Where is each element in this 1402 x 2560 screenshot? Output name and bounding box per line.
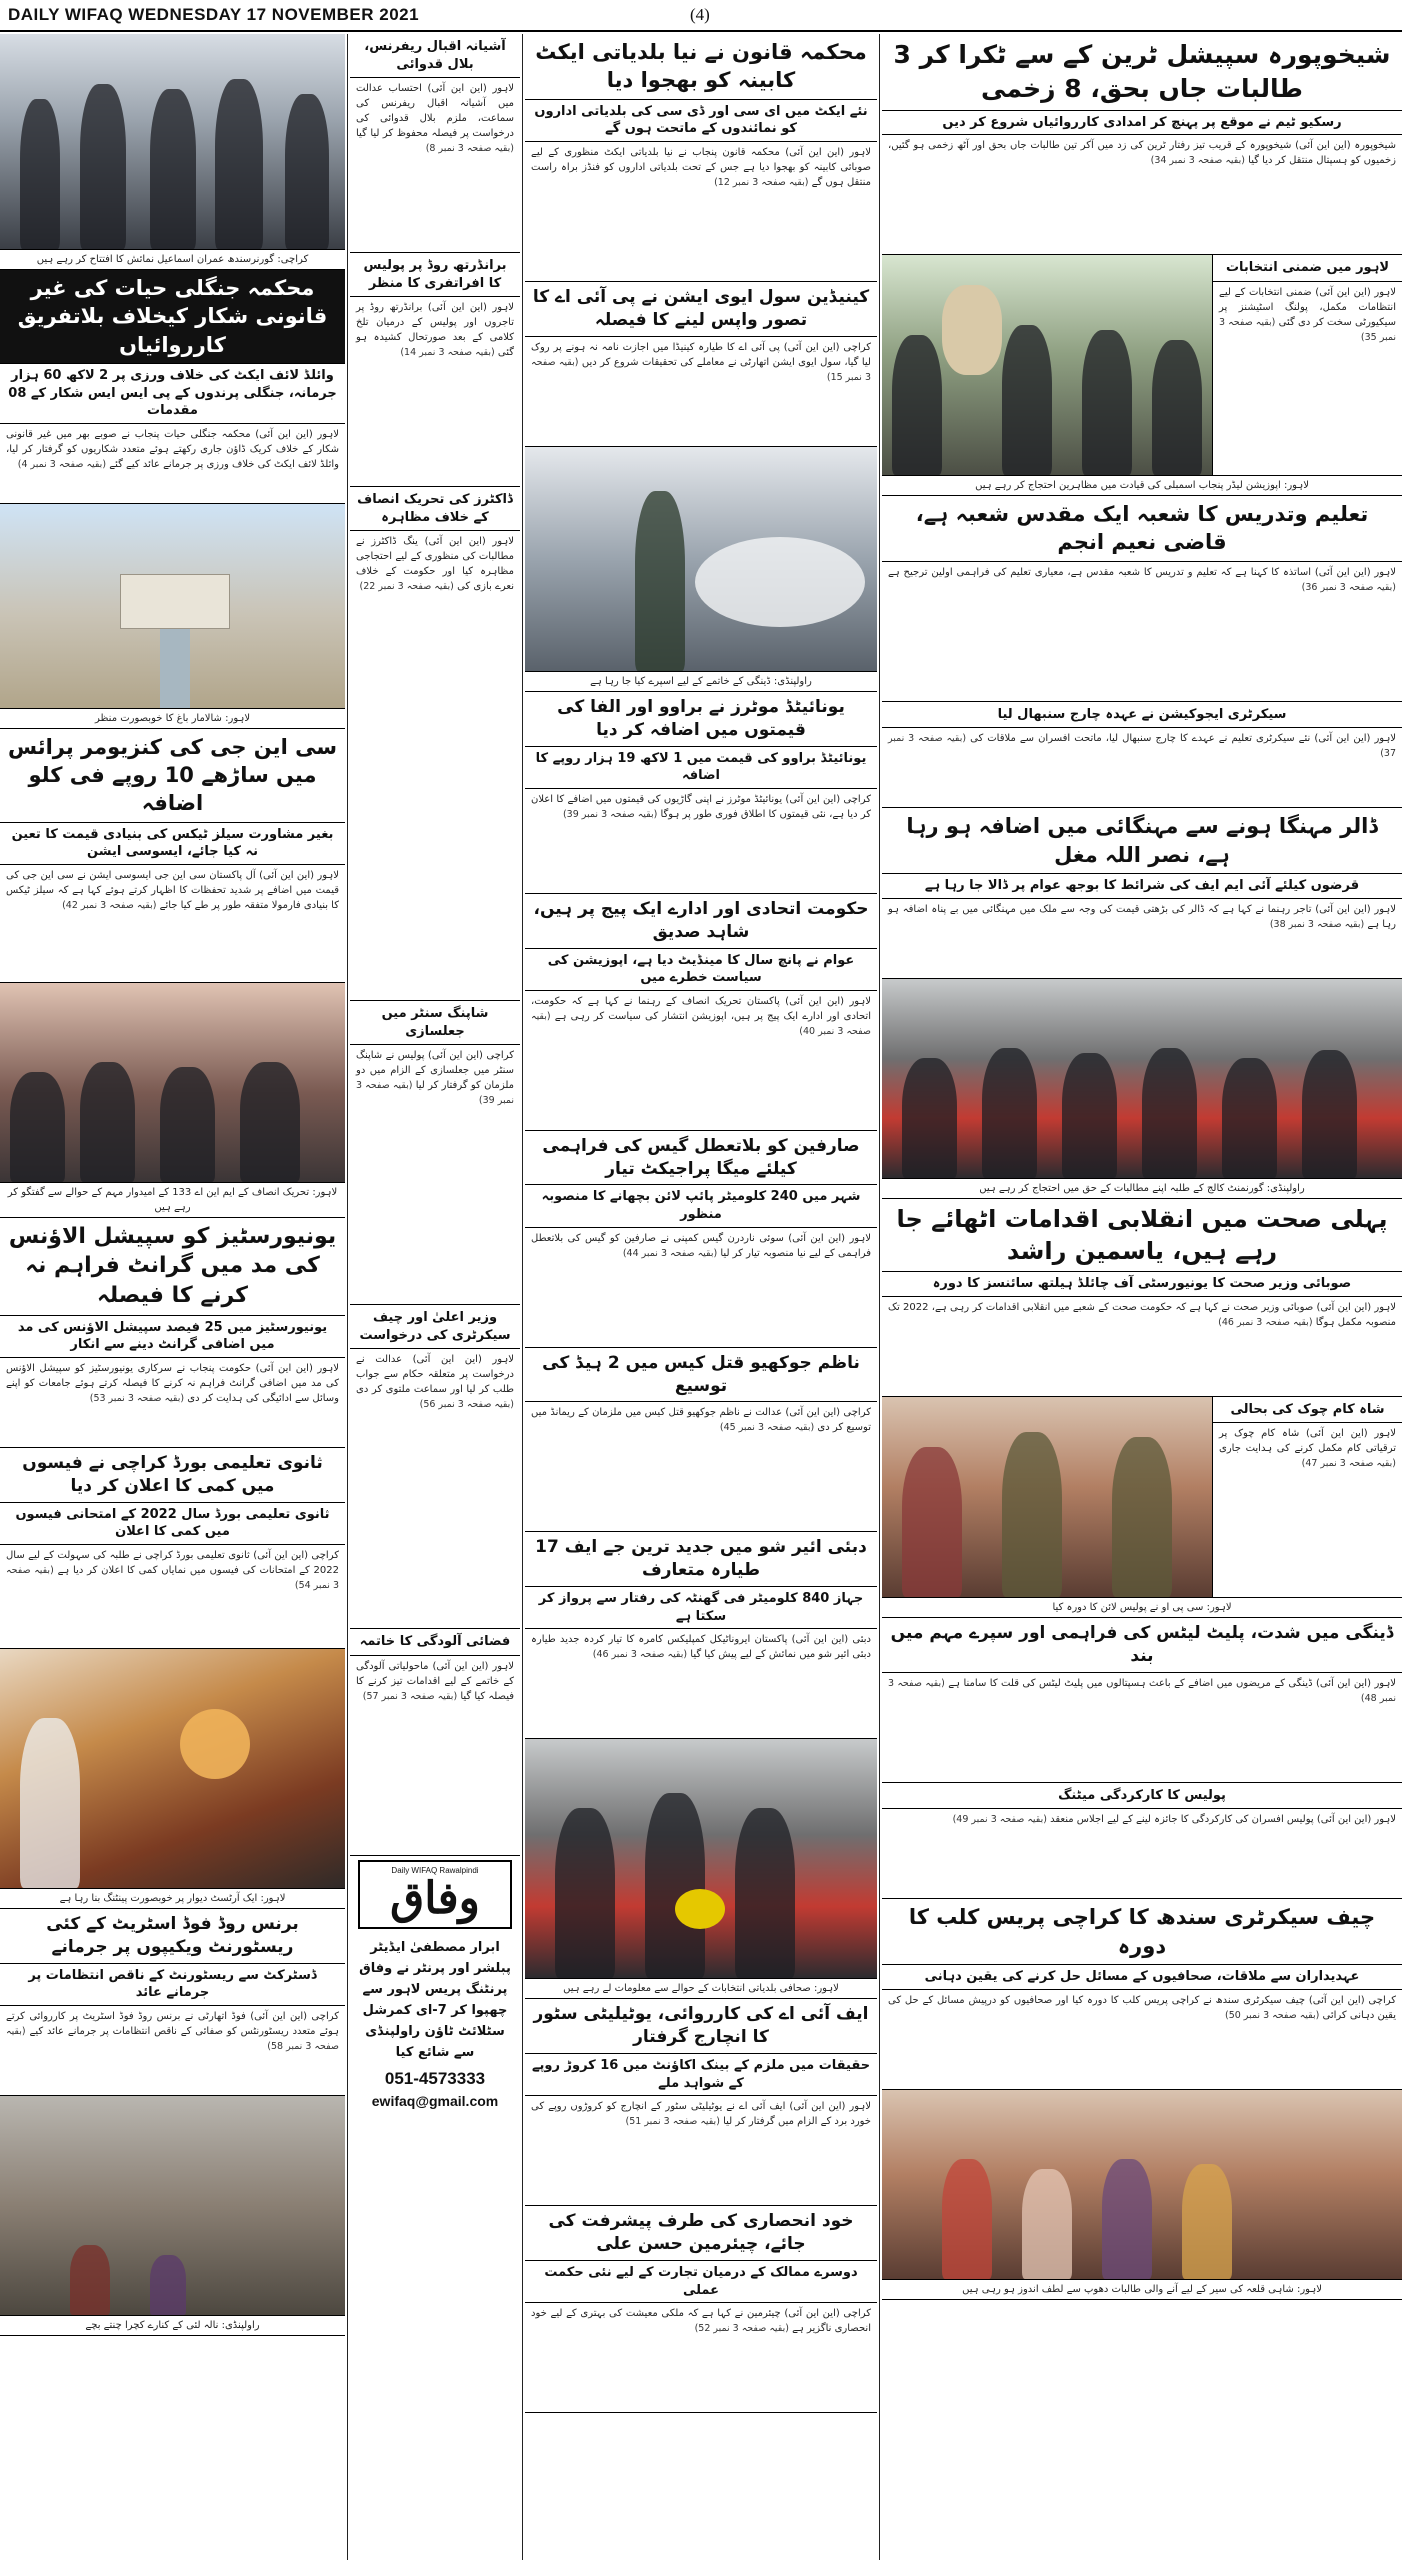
subheadline: رسکیو ٹیم نے موقع پر پہنچ کر امدادی کارروائیاں شروع کر دیں [882, 111, 1402, 136]
photo-caption: راولپنڈی: نالہ لئی کے کنارے کچرا چنتے بچے [0, 2316, 345, 2336]
article-body: لاہور (این این آئی) محکمہ قانون پنجاب نے نیا بلدیاتی ایکٹ منظوری کے لیے صوبائی کابینہ کو بھجوا دیا ہے جس کے تحت بلدیاتی اداروں کو فنڈز براہ راست منتقل ہوں گے (بقیہ صفحہ 3 نمبر 12) [525, 142, 877, 282]
photo-police-visit [882, 1397, 1212, 1597]
photo-students-fort [882, 2090, 1402, 2280]
headline: ناظم جوکھیو قتل کیس میں 2 ہیڈ کی توسیع [525, 1348, 877, 1403]
headline: ڈاکٹرز کی تحریک انصاف کے خلاف مظاہرہ [350, 487, 520, 531]
article-body: لاہور (این این آئی) صوبائی وزیر صحت نے کہا ہے کہ حکومت صحت کے شعبے میں انقلابی اقدامات کر رہی ہے، 2022 تک منصوبہ مکمل ہوگا (بقیہ صفحہ 3 نمبر 46) [882, 1297, 1402, 1397]
headline: پہلی صحت میں انقلابی اقدامات اٹھائے جا رہے ہیں، یاسمین راشد [882, 1199, 1402, 1273]
column-2 [350, 34, 520, 2560]
headline: ڈالر مہنگا ہونے سے مہنگائی میں اضافہ ہو رہا ہے، نصر اللہ مغل [882, 808, 1402, 874]
subheadline: عہدیداران سے ملاقات، صحافیوں کے مسائل حل کرنے کی یقین دہانی [882, 1965, 1402, 1990]
contact-phone: 051-4573333 [384, 2069, 486, 2089]
subheadline: ڈسٹرکٹ سے ریسٹورنٹ کے ناقص انتظامات پر جرمانے عائد [0, 1964, 345, 2006]
lead-headline: شیخوپورہ سپیشل ٹرین کے سے ٹکرا کر 3 طالبات جاں بحق، 8 زخمی [882, 34, 1402, 111]
photo-press-briefing [525, 1739, 877, 1979]
article-body: کراچی (این این آئی) چیئرمین نے کہا ہے کہ ملکی معیشت کی بہتری کے لیے خود انحصاری ناگزیر ہے (بقیہ صفحہ 3 نمبر 52) [525, 2303, 877, 2413]
subheadline: عوام نے پانچ سال کا مینڈیٹ دیا ہے، اپوزیشن کی سیاست خطرے میں [525, 949, 877, 991]
headline: دبئی ائیر شو میں جدید ترین جے ایف 17 طیارہ متعارف [525, 1532, 877, 1587]
masthead-bar [0, 0, 1402, 32]
headline: برنس روڈ فوڈ اسٹریٹ کے کئی ریسٹورنٹ ویکیپوں پر جرمانے [0, 1909, 345, 1964]
headline: تعلیم وتدریس کا شعبہ ایک مقدس شعبہ ہے، قاضی نعیم انجم [882, 496, 1402, 562]
contact-email[interactable]: ewifaq@gmail.com [371, 2093, 499, 2110]
article-body: لاہور (این این آئی) تاجر رہنما نے کہا ہے کہ ڈالر کی بڑھتی قیمت کی وجہ سے ملک میں مہنگائی میں بے پناہ اضافہ ہو رہا ہے (بقیہ صفحہ 3 نمبر 38) [882, 899, 1402, 979]
article-body: لاہور (این این آئی) حکومت پنجاب نے سرکاری یونیورسٹیز کو سپیشل الاؤنس کی مد میں اضافی گرانٹ فراہم نہ کرنے کا فیصلہ کرتے ہوئے جامعات کو اپنے وسائل سے ادائیگی کی ہدایت کر دی (بقیہ صفحہ 3 نمبر 53) [0, 1358, 345, 1448]
article-body: کراچی (این این آئی) عدالت نے ناظم جوکھیو قتل کیس میں ملزمان کے ریمانڈ میں توسیع کر دی (بقیہ صفحہ 3 نمبر 45) [525, 1402, 877, 1532]
photo-caption: کراچی: گورنرسندھ عمران اسماعیل نمائش کا افتتاح کر رہے ہیں [0, 250, 345, 270]
article-body: لاہور (این این آئی) ماحولیاتی آلودگی کے خاتمے کے لیے اقدامات تیز کرنے کا فیصلہ کیا گیا (بقیہ صفحہ 3 نمبر 57) [350, 1656, 520, 1856]
headline: سیکرٹری ایجوکیشن نے عہدہ چارج سنبھال لیا [882, 702, 1402, 729]
newspaper-logo [358, 1860, 512, 1929]
subheadline: صوبائی وزیر صحت کا یونیورسٹی آف چائلڈ ہیلتھ سائنسز کا دورہ [882, 1272, 1402, 1297]
article-body: شیخوپورہ (این این آئی) شیخوپورہ کے قریب تیز رفتار ٹرین کی زد میں آکر تین طالبات جاں بحق اور آٹھ زخمی ہو گئیں، زخمیوں کو ہسپتال منتقل کر دیا گیا (بقیہ صفحہ 3 نمبر 34) [882, 135, 1402, 255]
photo-caption: راولپنڈی: ڈینگی کے خاتمے کے لیے اسپرے کیا جا رہا ہے [525, 672, 877, 692]
photo-caption: راولپنڈی: گورنمنٹ کالج کے طلبہ اپنے مطالبات کے حق میں احتجاج کر رہے ہیں [882, 1179, 1402, 1199]
subheadline: قرضوں کیلئے آئی ایم ایف کی شرائط کا بوجھ عوام پر ڈالا جا رہا ہے [882, 874, 1402, 899]
photo-dengue-spray [525, 447, 877, 672]
photo-group [882, 255, 1212, 475]
subheadline: وائلڈ لائف ایکٹ کی خلاف ورزی پر 2 لاکھ 60 ہزار جرمانہ، جنگلی پرندوں کے پی ایس ایس شکار کے 08 مقدمات [0, 364, 345, 424]
logo-tagline: Daily WIFAQ Rawalpindi [391, 1866, 479, 1876]
article-body: لاہور (این این آئی) پولیس افسران کی کارکردگی کا جائزہ لینے کے لیے اجلاس منعقد (بقیہ صفحہ 3 نمبر 49) [882, 1809, 1402, 1899]
article-body: لاہور (این این آئی) اساتذہ کا کہنا ہے کہ تعلیم و تدریس کا شعبہ مقدس ہے، معیاری تعلیم کی فراہمی اولین ترجیح ہے (بقیہ صفحہ 3 نمبر 36) [882, 562, 1402, 702]
headline: ڈینگی میں شدت، پلیٹ لیٹس کی فراہمی اور سپرے مہم میں بند [882, 1618, 1402, 1673]
page-number: (4) [690, 5, 710, 24]
article-body: لاہور (این این آئی) شاہ کام چوک پر ترقیاتی کام مکمل کرنے کی ہدایت جاری (بقیہ صفحہ 3 نمبر 47) [1219, 1428, 1396, 1470]
article-body: لاہور (این این آئی) ڈینگی کے مریضوں میں اضافے کے باعث ہسپتالوں میں پلیٹ لیٹس کی قلت کا سامنا ہے (بقیہ صفحہ 3 نمبر 48) [882, 1673, 1402, 1783]
subheadline: یونیورسٹیز میں 25 فیصد سپیشل الاؤنس کی مد میں اضافی گرانٹ دینے سے انکار [0, 1316, 345, 1358]
subheadline: حقیقات میں ملزم کے بینک اکاؤنٹ میں 16 کروڑ روپے کے شواہد ملے [525, 2054, 877, 2096]
column-4 [882, 34, 1402, 2560]
photo-caption: لاہور: اپوزیشن لیڈر پنجاب اسمبلی کی قیادت میں مظاہرین احتجاج کر رہے ہیں [882, 476, 1402, 496]
headline: فضائی آلودگی کا خاتمہ [350, 1629, 520, 1656]
headline: خود انحصاری کی طرف پیشرفت کی جائے، چیئرمین حسن علی [525, 2206, 877, 2261]
headline: آشیانہ اقبال ریفرنس، بلال قدوائی [350, 34, 520, 78]
headline: پولیس کا کارکردگی میٹنگ [882, 1783, 1402, 1810]
article-body: لاہور (این این آئی) ضمنی انتخابات کے لیے انتظامات مکمل، پولنگ اسٹیشنز پر سیکیورٹی سخت کر دی گئی (بقیہ صفحہ 3 نمبر 35) [1219, 286, 1396, 343]
photo-shalimar-garden [0, 504, 345, 709]
masthead-title: DAILY WIFAQ WEDNESDAY 17 NOVEMBER 2021 [8, 5, 420, 24]
article-body: کراچی (این این آئی) پی آئی اے کا طیارہ کینیڈا میں اجازت نامہ نہ ہونے پر روک لیا گیا، سول ایوی ایشن اتھارٹی نے معاملے کی تحقیقات شروع کر دیں (بقیہ صفحہ 3 نمبر 15) [525, 337, 877, 447]
subheadline: دوسرے ممالک کے درمیان تجارت کے لیے نئی حکمت عملی [525, 2261, 877, 2303]
headline: یونیورسٹیز کو سپیشل الاؤنس کی مد میں گرانٹ فراہم نہ کرنے کا فیصلہ [0, 1218, 345, 1316]
headline: حکومت اتحادی اور ادارے ایک پیج پر ہیں، شاہد صدیق [525, 894, 877, 949]
subheadline: یونائیٹڈ براوو کی قیمت میں 1 لاکھ 19 ہزار روپے کا اضافہ [525, 747, 877, 789]
photo-wall-painting [0, 1649, 345, 1889]
headline: چیف سیکرٹری سندھ کا کراچی پریس کلب کا دورہ [882, 1899, 1402, 1965]
article-body: کراچی (این این آئی) چیف سیکرٹری سندھ نے کراچی پریس کلب کا دورہ کیا اور صحافیوں کو درپیش مسائل کے حل کی یقین دہانی کرائی (بقیہ صفحہ 3 نمبر 50) [882, 1990, 1402, 2090]
column-3 [525, 34, 877, 2560]
headline: صارفین کو بلاتعطل گیس کی فراہمی کیلئے میگا پراجیکٹ تیار [525, 1131, 877, 1186]
article-body: کراچی (این این آئی) ثانوی تعلیمی بورڈ کراچی نے طلبہ کی سہولت کے لیے سال 2022 کے امتحانات کی فیسوں میں نمایاں کمی کا اعلان کر دیا ہے (بقیہ صفحہ 3 نمبر 54) [0, 1545, 345, 1649]
photo-caption: لاہور: سی پی او نے پولیس لائن کا دورہ کیا [882, 1598, 1402, 1618]
photo-caption: لاہور: شالامار باغ کا خوبصورت منظر [0, 709, 345, 729]
article-body: لاہور (این این آئی) ینگ ڈاکٹرز نے مطالبات کی منظوری کے لیے احتجاجی مظاہرہ کیا اور حکومت کے خلاف نعرے بازی کی (بقیہ صفحہ 3 نمبر 22) [350, 531, 520, 1001]
subheadline: نئے ایکٹ میں ای سی اور ڈی سی کی بلدیاتی اداروں کو نمائندوں کے ماتحت ہوں گے [525, 100, 877, 142]
photo-inauguration [0, 34, 345, 250]
headline: کینیڈین سول ایوی ایشن نے پی آئی اے کا تصور واپس لینے کا فیصلہ [525, 282, 877, 337]
article-body: لاہور (این این آئی) برانڈرتھ روڈ پر تاجروں اور پولیس کے درمیان تلخ کلامی کے بعد صورتحال کشیدہ ہو گئی (بقیہ صفحہ 3 نمبر 14) [350, 297, 520, 487]
article-body: لاہور (این این آئی) پاکستان تحریک انصاف کے رہنما نے کہا ہے کہ حکومت، اتحادی اور ادارے ایک پیج پر ہیں، اپوزیشن انتشار کی سیاست کر رہی ہے (بقیہ صفحہ 3 نمبر 40) [525, 991, 877, 1131]
logo-wordmark: وفاق [390, 1873, 480, 1925]
photo-caption: لاہور: شاہی قلعہ کی سیر کے لیے آنے والی طالبات دھوپ سے لطف اندوز ہو رہی ہیں [882, 2280, 1402, 2300]
subheadline: ثانوی تعلیمی بورڈ سال 2022 کے امتحانی فیسوں میں کمی کا اعلان [0, 1503, 345, 1545]
headline: شاہ کام چوک کی بحالی [1213, 1397, 1402, 1424]
column-divider [879, 34, 880, 2560]
headline: شاپنگ سنٹر میں جعلسازی [350, 1001, 520, 1045]
column-1 [0, 34, 345, 2560]
headline: سی این جی کی کنزیومر پرائس میں ساڑھے 10 روپے فی کلو اضافہ [0, 729, 345, 823]
photo-children-stream [0, 2096, 345, 2316]
imprint-line: ابرار مصطفیٰ ایڈیٹر پبلشر اور پرنٹر نے وفاق پرنٹنگ پریس لاہور سے چھپوا کر 7-ای کمرشل سٹلائٹ ٹاؤن راولپنڈی سے شائع کیا [359, 1940, 511, 2061]
headline: محکمہ قانون نے نیا بلدیاتی ایکٹ کابینہ کو بھجوا دیا [525, 34, 877, 100]
article-body: کراچی (این این آئی) پولیس نے شاپنگ سنٹر میں جعلسازی کے الزام میں دو ملزمان کو گرفتار کر لیا (بقیہ صفحہ 3 نمبر 39) [350, 1045, 520, 1305]
article-body: لاہور (این این آئی) نئے سیکرٹری تعلیم نے عہدے کا چارج سنبھال لیا، ماتحت افسران سے ملاقات کی (بقیہ صفحہ 3 نمبر 37) [882, 728, 1402, 808]
photo-caption: لاہور: تحریک انصاف کے ایم این اے 133 کے امیدوار مہم کے حوالے سے گفتگو کر رہے ہیں [0, 1183, 345, 1218]
article-body: لاہور (این این آئی) محکمہ جنگلی حیات پنجاب نے صوبے بھر میں غیر قانونی شکار کے خلاف کریک ڈاؤن جاری رکھتے ہوئے متعدد شکاریوں کو گرفتار کر لیا، وائلڈ لائف ایکٹ کی خلاف ورزی پر جرمانے عائد کیے گئے (بقیہ صفحہ 3 نمبر 4) [0, 424, 345, 504]
subheadline: شہر میں 240 کلومیٹر پائپ لائن بچھانے کا منصوبہ منظور [525, 1185, 877, 1227]
article-body: لاہور (این این آئی) عدالت نے درخواست پر متعلقہ حکام سے جواب طلب کر لیا اور سماعت ملتوی کر دی (بقیہ صفحہ 3 نمبر 56) [350, 1349, 520, 1629]
article-body: لاہور (این این آئی) سوئی ناردرن گیس کمپنی نے صارفین کو گیس کی بلاتعطل فراہمی کے لیے نیا منصوبہ تیار کر لیا (بقیہ صفحہ 3 نمبر 44) [525, 1228, 877, 1348]
photo-student-protest [882, 979, 1402, 1179]
column-divider [522, 34, 523, 2560]
article-body: کراچی (این این آئی) یونائیٹڈ موٹرز نے اپنی گاڑیوں کی قیمتوں میں اضافے کا اعلان کر دیا ہے، نئی قیمتوں کا اطلاق فوری طور پر ہوگا (بقیہ صفحہ 3 نمبر 39) [525, 789, 877, 894]
headline: یونائیٹڈ موٹرز نے براوو اور الفا کی قیمتوں میں اضافہ کر دیا [525, 692, 877, 747]
article-body: لاہور (این این آئی) آل پاکستان سی این جی ایسوسی ایشن نے سی این جی کی قیمت میں اضافے پر شدید تحفظات کا اظہار کرتے ہوئے کہا ہے کہ سیلز ٹیکس کا بنیادی فارمولا متفقہ طور پر طے کیا جائے (بقیہ صفحہ 3 نمبر 42) [0, 865, 345, 983]
headline: وزیر اعلیٰ اور چیف سیکرٹری کی درخواست [350, 1305, 520, 1349]
article-body: لاہور (این این آئی) احتساب عدالت میں آشیانہ اقبال ریفرنس کی سماعت، ملزم بلال قدوائی کی درخواست پر فیصلہ محفوظ کر لیا گیا (بقیہ صفحہ 3 نمبر 8) [350, 78, 520, 253]
subheadline: جہاز 840 کلومیٹر فی گھنٹہ کی رفتار سے پرواز کر سکتا ہے [525, 1587, 877, 1629]
article-body: کراچی (این این آئی) فوڈ اتھارٹی نے برنس روڈ فوڈ اسٹریٹ پر کارروائی کرتے ہوئے متعدد ریسٹورنٹس کو صفائی کے ناقص انتظامات پر جرمانے عائد کیے (بقیہ صفحہ 3 نمبر 58) [0, 2006, 345, 2096]
subheadline: بغیر مشاورت سیلز ٹیکس کی بنیادی قیمت کا تعین نہ کیا جائے، ایسوسی ایشن [0, 823, 345, 865]
photo-opposition-rally [882, 255, 1212, 475]
photo-caption: لاہور: ایک آرٹسٹ دیوار پر خوبصورت پینٹنگ بنا رہا ہے [0, 1889, 345, 1909]
article-body: دبئی (این این آئی) پاکستان ایروناٹیکل کمپلیکس کامرہ کا تیار کردہ جدید طیارہ دبئی ائیر شو میں نمائش کے لیے پیش کیا گیا (بقیہ صفحہ 3 نمبر 46) [525, 1629, 877, 1739]
headline: ثانوی تعلیمی بورڈ کراچی نے فیسوں میں کمی کا اعلان کر دیا [0, 1448, 345, 1503]
photo-meeting [0, 983, 345, 1183]
headline: محکمہ جنگلی حیات کی غیر قانونی شکار کیخلاف بلاتفریق کارروائیاں [0, 270, 345, 364]
column-divider [347, 34, 348, 2560]
photo-caption: لاہور: صحافی بلدیاتی انتخابات کے حوالے سے معلومات لے رہے ہیں [525, 1979, 877, 1999]
article-body: لاہور (این این آئی) ایف آئی اے نے یوٹیلیٹی سٹور کے انچارج کو کروڑوں روپے کی خورد برد کے الزام میں گرفتار کر لیا (بقیہ صفحہ 3 نمبر 51) [525, 2096, 877, 2206]
headline: لاہور میں ضمنی انتخابات [1213, 255, 1402, 282]
headline: برانڈرتھ روڈ پر پولیس کا افراتفری کا منظر [350, 253, 520, 297]
headline: ایف آئی اے کی کارروائی، یوٹیلیٹی سٹور کا انچارج گرفتار [525, 1999, 877, 2054]
